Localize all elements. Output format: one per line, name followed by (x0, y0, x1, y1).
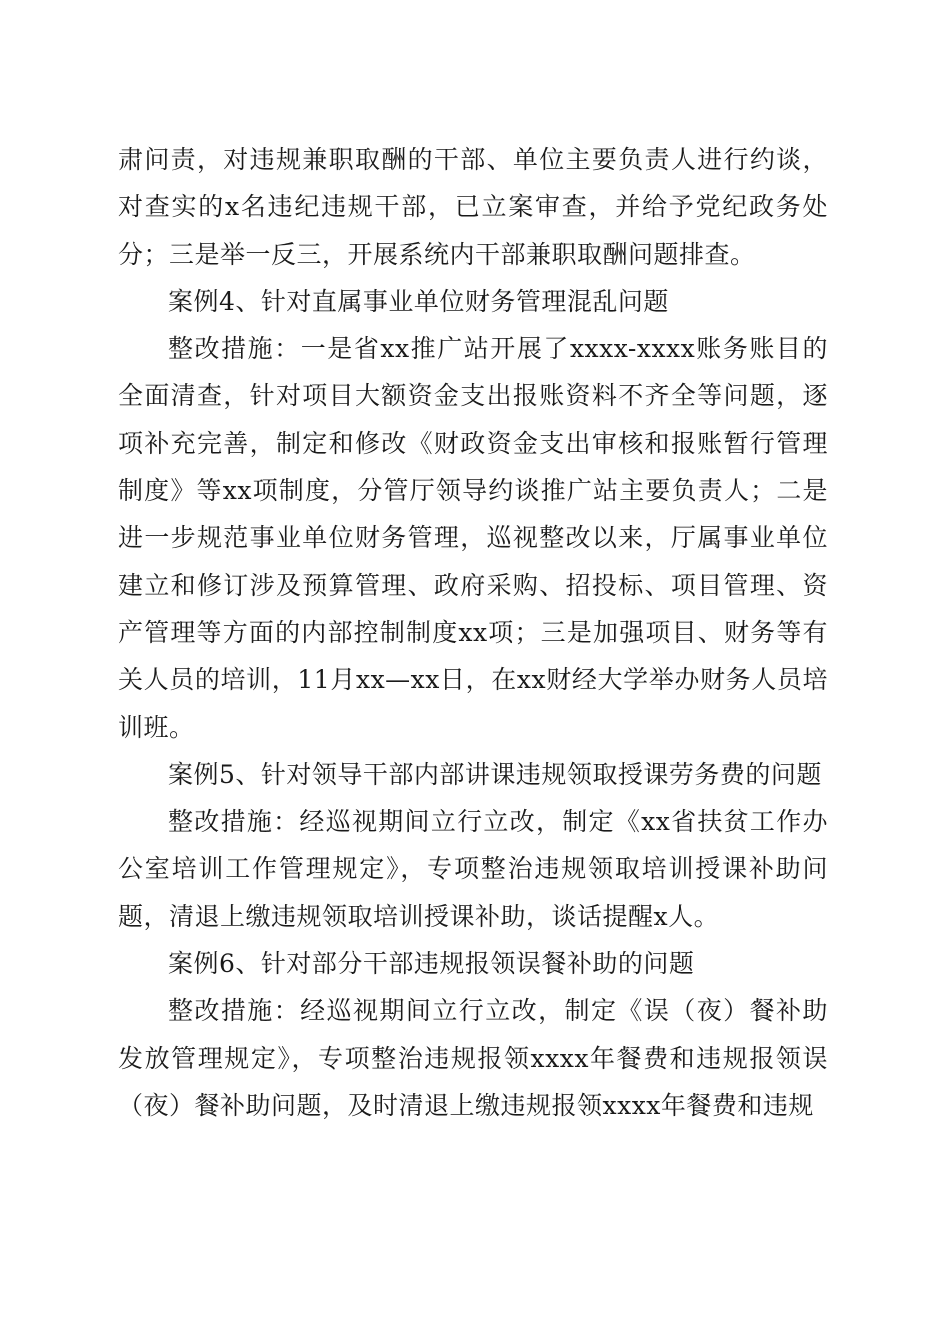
case-6-heading: 案例6、针对部分干部违规报领误餐补助的问题 (168, 949, 695, 979)
case-5-measures: 整改措施：经巡视期间立行立改，制定《xx省扶贫工作办公室培训工作管理规定》，专项整治违规领取培训授课补助问题，清退上缴违规领取培训授课补助，谈话提醒x人。 (118, 807, 828, 931)
case-6-measures: 整改措施：经巡视期间立行立改，制定《误（夜）餐补助发放管理规定》，专项整治违规报领xxxx年餐费和违规报领误（夜）餐补助问题，及时清退上缴违规报领xxxx年餐费和违规 (118, 996, 828, 1120)
case-5-heading: 案例5、针对领导干部内部讲课违规领取授课劳务费的问题 (168, 759, 822, 789)
document-body (118, 136, 828, 1129)
case-4-measures: 整改措施：一是省xx推广站开展了xxxx-xxxx账务账目的全面清查，针对项目大额资金支出报账资料不齐全等问题，逐项补充完善，制定和修改《财政资金支出审核和报账暂行管理制度》等xx项制度，分管厅领导约谈推广站主要负责人；二是进一步规范事业单位财务管理，巡视整改以来，厅属事业单位建立和修订涉及预算管理、政府采购、招投标、项目管理、资产管理等方面的内部控制制度xx项；三是加强项目、财务等有关人员的培训，11月xx—xx日，在xx财经大学举办财务人员培训班。 (118, 334, 828, 742)
paragraph-continuation: 肃问责，对违规兼职取酬的干部、单位主要负责人进行约谈，对查实的x名违纪违规干部，已立案审查，并给予党纪政务处分；三是举一反三，开展系统内干部兼职取酬问题排查。 (118, 145, 828, 269)
case-4-heading: 案例4、针对直属事业单位财务管理混乱问题 (168, 286, 669, 316)
